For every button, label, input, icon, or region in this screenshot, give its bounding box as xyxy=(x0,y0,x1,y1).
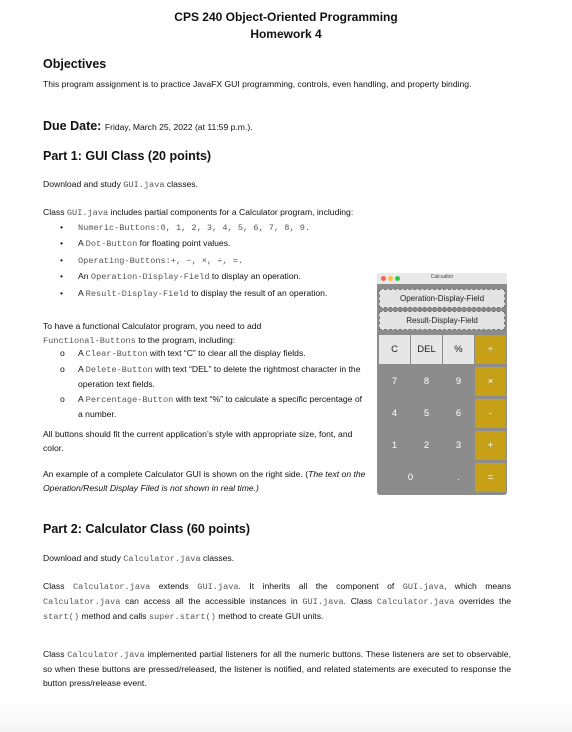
key-3: 3 xyxy=(443,431,474,460)
list-item: o A Delete-Button with text “DEL” to delete the rightmost character in the operation text fields. xyxy=(60,363,361,389)
text: with text “C” to clear all the display fields. xyxy=(147,348,306,358)
key-7: 7 xyxy=(379,367,410,396)
code-calculator: Calculator.java xyxy=(123,554,201,564)
text: A xyxy=(78,348,86,358)
code: Clear-Button xyxy=(85,349,148,359)
key-5: 5 xyxy=(411,399,442,428)
text: Download and study xyxy=(43,553,124,563)
window-title: Calcualtor xyxy=(430,274,454,280)
document-title: CPS 240 Object-Oriented Programming xyxy=(174,10,398,24)
text: . Class xyxy=(343,595,377,606)
text: extends xyxy=(150,581,198,591)
key-0: 0 xyxy=(379,463,442,492)
page-bottom-shade xyxy=(0,700,572,732)
code: Operating-Buttons:+, −, ×, ÷, =. xyxy=(78,255,244,266)
text: includes partial components for a Calculator program, including: xyxy=(108,207,354,217)
plus-key: + xyxy=(475,431,506,460)
code: Operation-Display-Field xyxy=(90,272,210,283)
equals-key: = xyxy=(475,463,506,492)
text: Download and study xyxy=(43,179,124,189)
text: . It inherits all the component of xyxy=(238,581,403,591)
code: Calculator.java xyxy=(72,582,151,592)
text: for floating point values. xyxy=(137,238,231,249)
calculator-screenshot xyxy=(377,273,507,495)
text: to display an operation. xyxy=(209,271,301,282)
text: Class xyxy=(43,207,67,217)
text: can access all the accessible instances in xyxy=(120,595,303,606)
divide-key: ÷ xyxy=(475,335,506,364)
text: A xyxy=(78,287,86,298)
result-display-field: Result-Display-Field xyxy=(379,311,505,330)
text: method to create GUI units. xyxy=(215,610,324,621)
code: super.start() xyxy=(148,611,216,622)
part2-paragraph-1 xyxy=(43,580,511,624)
due-date-label: Due Date: xyxy=(43,119,102,133)
list-item: • A Result-Display-Field to display the result of an operation. xyxy=(60,287,328,299)
text: Class xyxy=(43,649,68,659)
text: with text “DEL” to delete the rightmost character in the operation text fields. xyxy=(78,363,361,389)
text: implemented partial listeners for all the numeric buttons. These listeners are set to observable, so when these buttons are pressed/released, the listener is notified, and related statements are executed to response the button press/release event. xyxy=(43,649,511,688)
code: GUI.java xyxy=(402,582,444,592)
code: Delete-Button xyxy=(85,364,153,375)
code: Calculator.java xyxy=(376,596,455,607)
operation-display-field: Operation-Display-Field xyxy=(379,289,505,308)
key-4: 4 xyxy=(379,399,410,428)
component-list xyxy=(60,220,368,302)
code: GUI.java xyxy=(197,582,239,592)
key-1: 1 xyxy=(379,431,410,460)
objectives-text: This program assignment is to practice JavaFX GUI programming, controls, even handling, and property binding. xyxy=(43,79,472,89)
list-item: • A Dot-Button for floating point values. xyxy=(60,238,231,250)
minus-key: - xyxy=(475,399,506,428)
part2-download xyxy=(43,552,234,567)
list-item: o A Clear-Button with text “C” to clear all the display fields. xyxy=(60,348,306,359)
text: A xyxy=(78,393,86,404)
functional-list xyxy=(60,346,368,422)
text: with text “%” to calculate a specific percentage of a number. xyxy=(78,393,363,419)
due-date-value: Friday, March 25, 2022 (at 11:59 p.m.). xyxy=(104,122,253,132)
list-item: o A Percentage-Button with text “%” to calculate a specific percentage of a number. xyxy=(60,393,363,419)
key-8: 8 xyxy=(411,367,442,396)
list-item: • Numeric-Buttons:0, 1, 2, 3, 4, 5, 6, 7, 8, 9. xyxy=(60,222,311,233)
part1-intro xyxy=(43,206,353,221)
due-date xyxy=(43,119,253,133)
example-text xyxy=(43,468,369,496)
code: Numeric-Buttons:0, 1, 2, 3, 4, 5, 6, 7, 8, 9. xyxy=(78,223,311,233)
code: Calculator.java xyxy=(67,650,145,660)
multiply-key: × xyxy=(475,367,506,396)
text: to the program, including: xyxy=(135,334,236,345)
key-9: 9 xyxy=(443,367,474,396)
code: Functional-Buttons xyxy=(43,335,136,346)
code: Calculator.java xyxy=(43,596,121,607)
code: start() xyxy=(43,611,80,622)
key-6: 6 xyxy=(443,399,474,428)
code: Percentage-Button xyxy=(85,394,174,405)
text: to display the result of an operation. xyxy=(188,287,328,298)
part2-heading: Part 2: Calculator Class (60 points) xyxy=(43,522,251,536)
code-gui: GUI.java xyxy=(66,208,109,218)
functional-intro xyxy=(43,320,367,349)
code-gui: GUI.java xyxy=(123,180,165,190)
objectives-heading: Objectives xyxy=(43,57,107,71)
code: GUI.java xyxy=(302,596,344,607)
part1-download xyxy=(43,178,198,193)
text: A xyxy=(78,363,86,374)
text: Class xyxy=(43,581,73,591)
text: , which means xyxy=(443,581,512,591)
key-2: 2 xyxy=(411,431,442,460)
list-item: • An Operation-Display-Field to display an operation. xyxy=(60,271,301,283)
part1-heading: Part 1: GUI Class (20 points) xyxy=(43,149,212,163)
text: To have a functional Calculator program, you need to add xyxy=(43,321,262,331)
text: classes. xyxy=(200,553,235,563)
percent-key: % xyxy=(443,335,474,364)
text: overrides the xyxy=(454,595,511,606)
text: A xyxy=(78,238,86,249)
part2-paragraph-2 xyxy=(43,648,511,690)
text: An xyxy=(78,271,91,282)
delete-key: DEL xyxy=(411,335,442,364)
window-titlebar xyxy=(377,273,507,284)
dot-key: . xyxy=(443,463,474,492)
clear-key: C xyxy=(379,335,410,364)
code: Dot-Button xyxy=(85,239,138,250)
list-item: • Operating-Buttons:+, −, ×, ÷, =. xyxy=(60,254,244,266)
text: classes. xyxy=(164,179,198,189)
text: The text on the Operation/Result Display Filed is not shown in real time.) xyxy=(43,469,366,493)
text: method and calls xyxy=(79,610,149,621)
document-subtitle: Homework 4 xyxy=(250,27,322,41)
text: An example of a complete Calculator GUI is shown on the right side. ( xyxy=(43,469,309,479)
fit-text: All buttons should fit the current application’s style with appropriate size, font, and color. xyxy=(43,429,353,453)
code: Result-Display-Field xyxy=(85,288,189,299)
